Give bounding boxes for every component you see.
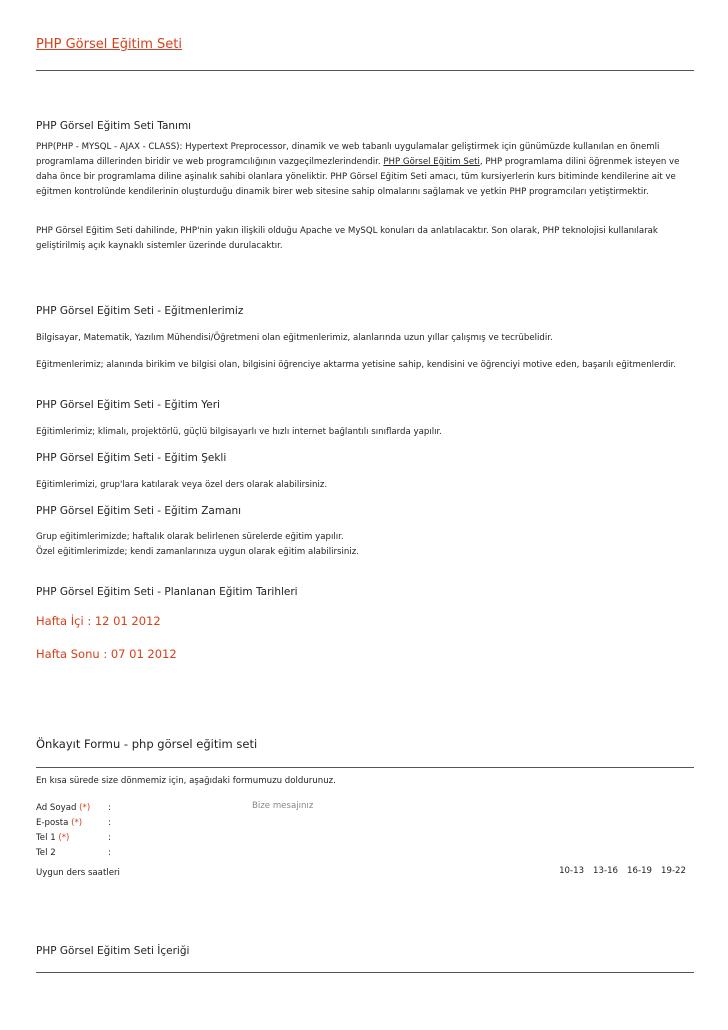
paragraph-sekil-1: Eğitimlerimizi, grup'lara katılarak veya özel ders olarak alabilirsiniz.	[36, 480, 328, 490]
paragraph-yer-1: Eğitimlerimiz; klimalı, projektörlü, güçlü bilgisayarlı ve hızlı internet bağlantılı sınıflarda yapılır.	[36, 427, 442, 437]
form-row-tel1	[36, 831, 256, 846]
hafta-ici-date: Hafta İçi : 12 01 2012	[36, 614, 161, 628]
ad-soyad-input[interactable]	[114, 801, 254, 814]
field-label-tel2	[36, 846, 56, 861]
tel2-input[interactable]	[114, 846, 254, 859]
section-heading-egitmenler: PHP Görsel Eğitim Seti - Eğitmenlerimiz	[36, 305, 244, 317]
paragraph-zaman-1: Grup eğitimlerimizde; haftalık olarak belirlenen sürelerde eğitim yapılır.	[36, 532, 344, 542]
field-colon: :	[108, 803, 111, 813]
field-label-text: Tel 2	[36, 848, 56, 858]
field-colon: :	[108, 818, 111, 828]
paragraph-egitmenler-2: Eğitmenlerimiz; alanında birikim ve bilgisi olan, bilgisini öğrenciye aktarma yetisine sahip, kendisini ve öğrenciyi motive eden, başarılı eğitmenlerdir.	[36, 360, 677, 370]
footer-divider	[36, 972, 694, 973]
hours-options	[559, 866, 686, 876]
field-label-eposta	[36, 816, 82, 831]
field-colon: :	[108, 848, 111, 858]
hour-option-16-19[interactable]: 16-19	[627, 866, 653, 876]
site-title-link[interactable]: PHP Görsel Eğitim Seti	[36, 37, 183, 52]
form-divider	[36, 767, 694, 768]
section-heading-sekil: PHP Görsel Eğitim Seti - Eğitim Şekli	[36, 452, 227, 464]
field-label-text: E-posta	[36, 818, 69, 828]
hour-option-19-22[interactable]: 19-22	[661, 866, 686, 876]
required-marker: (*)	[58, 833, 70, 843]
form-intro: En kısa sürede size dönmemiz için, aşağıdaki formumuzu doldurunuz.	[36, 776, 336, 786]
form-row-ad-soyad	[36, 801, 256, 816]
field-label-tel1	[36, 831, 69, 846]
paragraph-tanim-1-part2: , PHP programlama dilini öğrenmek isteyen ve daha önce bir programlama diline aşinalık sahibi olanlara yöneliktir. PHP Görsel Eğitim Seti amacı, tüm kursiyerlerin kurs bitiminde kendilerine ait ve eğitmen kontrolünde kendilerinin oluşturduğu dinamik birer web sitesine sahip olmalarını sağlamak ve yetkin PHP programcıları yetiştirmektir.	[36, 157, 680, 197]
field-label-text: Tel 1	[36, 833, 56, 843]
hour-option-10-13[interactable]: 10-13	[559, 866, 585, 876]
form-row-eposta	[36, 816, 256, 831]
field-label-ad-soyad	[36, 801, 90, 816]
field-colon: :	[108, 833, 111, 843]
section-heading-yer: PHP Görsel Eğitim Seti - Eğitim Yeri	[36, 399, 220, 411]
hours-label: Uygun ders saatleri	[36, 868, 120, 878]
eposta-input[interactable]	[114, 816, 254, 829]
field-label-text: Ad Soyad	[36, 803, 77, 813]
paragraph-egitmenler-1: Bilgisayar, Matematik, Yazılım Mühendisi/Öğretmeni olan eğitmenlerimiz, alanlarında uzun yıllar çalışmış ve tecrübelidir.	[36, 333, 553, 343]
required-marker: (*)	[79, 803, 91, 813]
hafta-sonu-date: Hafta Sonu : 07 01 2012	[36, 647, 177, 661]
paragraph-tanim-1	[36, 140, 692, 200]
paragraph-tanim-1-part1: PHP(PHP - MYSQL - AJAX - CLASS): Hypertext Preprocessor, dinamik ve web tabanlı uygulamalar geliştirmek için günümüzde kullanılan en önemli programlama dillerinden biridir ve web programcılığının vazgeçilmezlerindendir.	[36, 142, 660, 167]
php-egitim-seti-link[interactable]: PHP Görsel Eğitim Seti	[383, 157, 480, 167]
section-heading-tarihler: PHP Görsel Eğitim Seti - Planlanan Eğitim Tarihleri	[36, 586, 298, 598]
paragraph-zaman-2: Özel eğitimlerimizde; kendi zamanlarınıza uygun olarak eğitim alabilirsiniz.	[36, 547, 359, 557]
section-heading-icerik: PHP Görsel Eğitim Seti İçeriği	[36, 945, 190, 957]
tel1-input[interactable]	[114, 831, 254, 844]
paragraph-tanim-2: PHP Görsel Eğitim Seti dahilinde, PHP'nin yakın ilişkili olduğu Apache ve MySQL konuları da anlatılacaktır. Son olarak, PHP teknolojisi kullanılarak geliştirilmiş açık kaynaklı sistemler üzerinde durulacaktır.	[36, 226, 658, 251]
form-row-tel2	[36, 846, 256, 861]
form-heading: Önkayıt Formu - php görsel eğitim seti	[36, 737, 258, 751]
hour-option-13-16[interactable]: 13-16	[593, 866, 619, 876]
section-heading-tanim: PHP Görsel Eğitim Seti Tanımı	[36, 120, 192, 132]
header-divider	[36, 70, 694, 71]
section-heading-zaman: PHP Görsel Eğitim Seti - Eğitim Zamanı	[36, 505, 242, 517]
required-marker: (*)	[71, 818, 83, 828]
message-textarea[interactable]	[252, 801, 452, 861]
